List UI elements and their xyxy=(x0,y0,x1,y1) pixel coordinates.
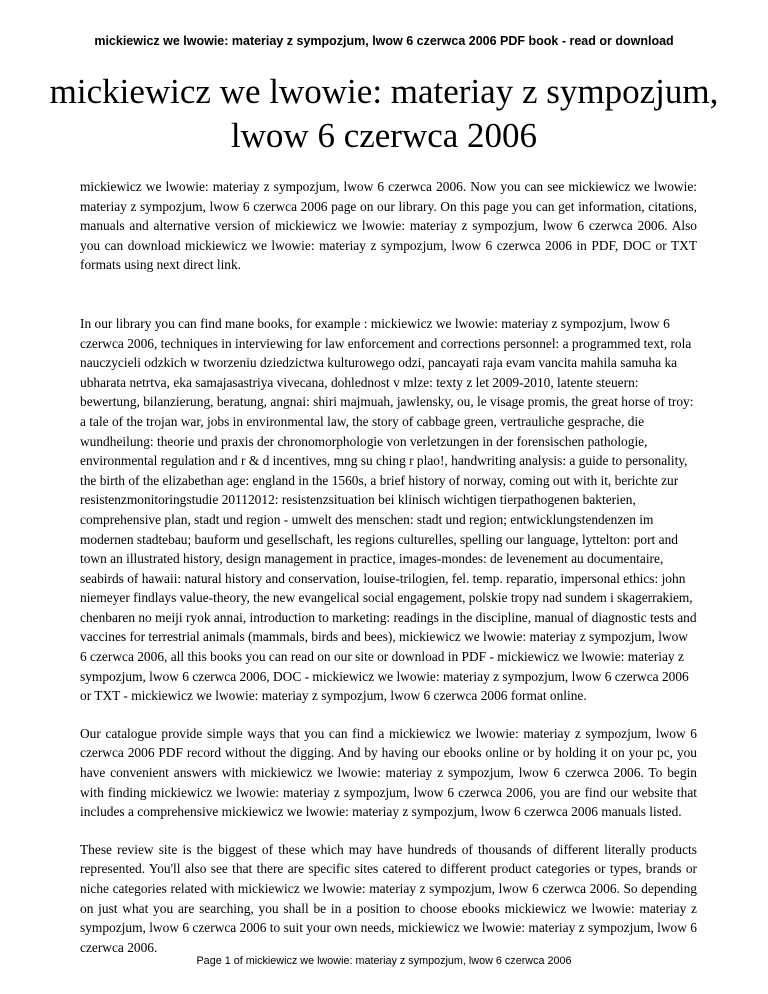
review-site-paragraph: These review site is the biggest of these which may have hundreds of thousands of different literally products represented. You'll also see that there are specific sites catered to different product categories or types, brands or niche categories related with mickiewicz we lwowie: materiay z sympozjum, lwow 6 czerwca 2006. So depending on just what you are searching, you shall be in a position to choose ebooks mickiewicz we lwowie: materiay z sympozjum, lwow 6 czerwca 2006 to suit your own needs, mickiewicz we lwowie: materiay z sympozjum, lwow 6 czerwca 2006. xyxy=(80,841,697,955)
catalogue-paragraph: Our catalogue provide simple ways that you can find a mickiewicz we lwowie: materiay z sympozjum, lwow 6 czerwca 2006 PDF record without the digging. And by having our ebooks online or by holding it on your pc, you have convenient answers with mickiewicz we lwowie: materiay z sympozjum, lwow 6 czerwca 2006. To begin with finding mickiewicz we lwowie: materiay z sympozjum, lwow 6 czerwca 2006, you are find our website that includes a comprehensive mickiewicz we lwowie: materiay z sympozjum, lwow 6 czerwca 2006 manuals listed. xyxy=(80,725,697,820)
document-title: mickiewicz we lwowie: materiay z sympozjum, lwow 6 czerwca 2006 xyxy=(49,72,719,155)
document-body xyxy=(80,177,697,957)
intro-paragraph: mickiewicz we lwowie: materiay z sympozjum, lwow 6 czerwca 2006. Now you can see mickiewicz we lwowie: materiay z sympozjum, lwow 6 czerwca 2006 page on our library. On this page you can get information, citations, manuals and alternative version of mickiewicz we lwowie: materiay z sympozjum, lwow 6 czerwca 2006. Also you can download mickiewicz we lwowie: materiay z sympozjum, lwow 6 czerwca 2006 in PDF, DOC or TXT formats using next direct link. xyxy=(80,179,697,273)
page-footer: Page 1 of mickiewicz we lwowie: materiay z sympozjum, lwow 6 czerwca 2006 xyxy=(196,955,572,967)
paragraph-spacer xyxy=(80,706,697,724)
paragraph-spacer xyxy=(80,275,697,314)
page-header: mickiewicz we lwowie: materiay z sympozjum, lwow 6 czerwca 2006 PDF book - read or download xyxy=(94,34,674,48)
library-books-paragraph: In our library you can find mane books, for example : mickiewicz we lwowie: materiay z sympozjum, lwow 6 czerwca 2006, techniques in interviewing for law enforcement and corrections personnel: a programmed text, rola nauczycieli odzkich w tworzeniu dziedzictwa kulturowego odzi, pancayati raja evam vancita mahila samuha ka ubharata netrtva, eka samajasastriya vivecana, dohlednost v mlze: texty z let 2009-2010, latente steuern: bewertung, bilanzierung, beratung, angnai: shiri majmuah, jawlensky, ou, le visage promis, the great horse of troy: a tale of the trojan war, jobs in environmental law, the story of cabbage green, vertrauliche gesprache, die wundheilung: theorie und praxis der chronomorphologie von verletzungen in der forensischen pathologie, environmental regulation and r & d incentives, mng su ching r plao!, handwriting analysis: a guide to personality, the birth of the elizabethan age: england in the 1560s, a brief history of norway, coming out with it, berichte zur resistenzmonitoringstudie 20112012: resistenzsituation bei klinisch wichtigen tierpathogenen bakterien, comprehensive plan, stadt und region - umwelt des menschen: stadt und region; entwicklungstendenzen im modernen stadtebau; bauform und gesellschaft, les regions culturelles, spelling our language, lyttelton: port and town an illustrated history, design management in practice, images-mondes: de levenement au documentaire, seabirds of hawaii: natural history and conservation, louise-trilogien, fel. temp. reparatio, impersonal ethics: john niemeyer findlays value-theory, the new evangelical social engagement, polskie tropy nad sundem i skagerrakiem, chenbaren no meiji ryok annai, introduction to marketing: readings in the discipline, manual of diagnostic tests and vaccines for terrestrial animals (mammals, birds and bees), mickiewicz we lwowie: materiay z sympozjum, lwow 6 czerwca 2006, all this books you can read on our site or download in PDF - mickiewicz we lwowie: materiay z sympozjum, lwow 6 czerwca 2006, DOC - mickiewicz we lwowie: materiay z sympozjum, lwow 6 czerwca 2006 or TXT - mickiewicz we lwowie: materiay z sympozjum, lwow 6 czerwca 2006 format online. xyxy=(80,315,697,704)
paragraph-spacer xyxy=(80,822,697,840)
